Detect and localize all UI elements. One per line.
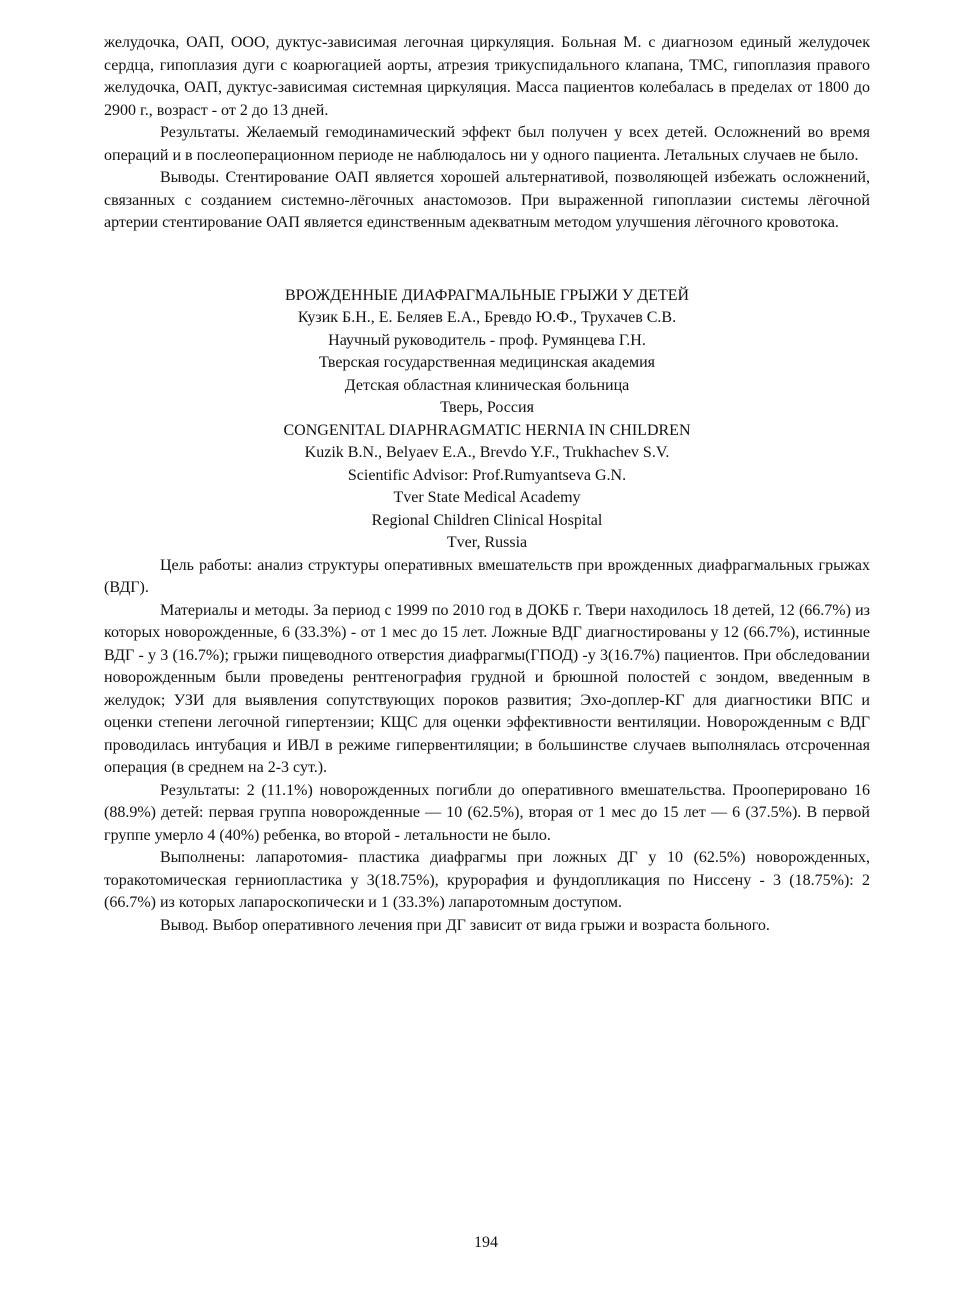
- advisor-en: Scientific Advisor: Prof.Rumyantseva G.N.: [347, 466, 627, 484]
- document-page: [104, 32, 870, 937]
- abstract-title-en: CONGENITAL DIAPHRAGMATIC HERNIA IN CHILDREN: [283, 421, 691, 439]
- paragraph: Результаты. Желаемый гемодинамический эффект был получен у всех детей. Осложнений во время операций и в послеоперационном периоде не наблюдалось ни у одного пациента. Летальных случаев не было.: [104, 124, 870, 164]
- paragraph-procedures: Выполнены: лапаротомия- пластика диафрагмы при ложных ДГ у 10 (62.5%) новорожденных, торакотомическая герниопластика у 3(18.75%), крурорафия и фундопликация по Ниссену - 3 (18.75%): 2 (66.7%) из которых лапароскопически и 1 (33.3%) лапаротомным доступом.: [104, 849, 870, 911]
- hospital-ru: Детская областная клиническая больница: [344, 376, 630, 394]
- city-ru: Тверь, Россия: [440, 399, 534, 416]
- abstract-body: [104, 555, 870, 938]
- paragraph-conclusion: Вывод. Выбор оперативного лечения при ДГ зависит от вида грыжи и возраста больного.: [160, 916, 770, 934]
- authors-en: Kuzik B.N., Belyaev E.A., Brevdo Y.F., Trukhachev S.V.: [304, 444, 670, 461]
- paragraph-results: Результаты: 2 (11.1%) новорожденных погибли до оперативного вмешательства. Прооперировано 16 (88.9%) детей: первая группа новорожденные — 10 (62.5%), вторая от 1 мес до 15 лет — 6 (37.5%). В первой группе умерло 4 (40%) ребенка, во второй - летальности не было.: [104, 781, 870, 844]
- page-number: 194: [474, 1234, 498, 1251]
- section-spacer: [104, 235, 870, 285]
- abstract-header-ru: [104, 285, 870, 420]
- abstract-title-ru: ВРОЖДЕННЫЕ ДИАФРАГМАЛЬНЫЕ ГРЫЖИ У ДЕТЕЙ: [284, 286, 690, 304]
- paragraph-aim: Цель работы: анализ структуры оперативных вмешательств при врожденных диафрагмальных грыжах (ВДГ).: [104, 556, 870, 596]
- hospital-en: Regional Children Clinical Hospital: [371, 511, 603, 529]
- advisor-ru: Научный руководитель - проф. Румянцева Г.Н.: [328, 331, 646, 349]
- paragraph-methods: Материалы и методы. За период с 1999 по 2010 год в ДОКБ г. Твери находилось 18 детей, 12 (66.7%) из которых новорожденные, 6 (33.3%) - от 1 мес до 15 лет. Ложные ВДГ диагностированы у 12 (66.7%), истинные ВДГ - у 3 (16.7%); грыжи пищеводного отверстия диафрагмы(ГПОД) -у 3(16.7%) пациентов. При обследовании новорожденным были проведены рентгенография грудной и брюшной полостей с зондом, введенным в желудок; УЗИ для выявления сопутствующих пороков развития; Эхо-доплер-КГ для диагностики ВПС и оценки степени легочной гипертензии; КЩС для оценки эффективности вентиляции. Новорожденным с ВДГ проводилась интубация и ИВЛ в режиме гипервентиляции; в большинстве случаев выполнялась отсроченная операция (в среднем на 2-3 сут.).: [104, 601, 870, 776]
- paragraph: желудочка, ОАП, ООО, дуктус-зависимая легочная циркуляция. Больная М. с диагнозом единый желудочек сердца, гипоплазия дуги с коарюгацией аорты, атрезия трикуспидального клапана, ТМС, гипоплазия правого желудочка, ОАП, дуктус-зависимая системная циркуляция. Масса пациентов колебалась в пределах от 1800 до 2900 г., возраст - от 2 до 13 дней.: [104, 34, 870, 119]
- city-en: Tver, Russia: [446, 534, 528, 551]
- institution-ru: Тверская государственная медицинская академия: [318, 354, 656, 371]
- institution-en: Tver State Medical Academy: [393, 489, 581, 506]
- abstract-header-en: [104, 420, 870, 555]
- previous-abstract-ending: [104, 32, 870, 235]
- authors-ru: Кузик Б.Н., Е. Беляев Е.А., Бревдо Ю.Ф., Трухачев С.В.: [297, 309, 677, 326]
- paragraph: Выводы. Стентирование ОАП является хорошей альтернативой, позволяющей избежать осложнений, связанных с созданием системно-лёгочных анастомозов. При выраженной гипоплазии системы лёгочной артерии стентирование ОАП является единственным адекватным методом улучшения лёгочного кровотока.: [104, 169, 870, 231]
